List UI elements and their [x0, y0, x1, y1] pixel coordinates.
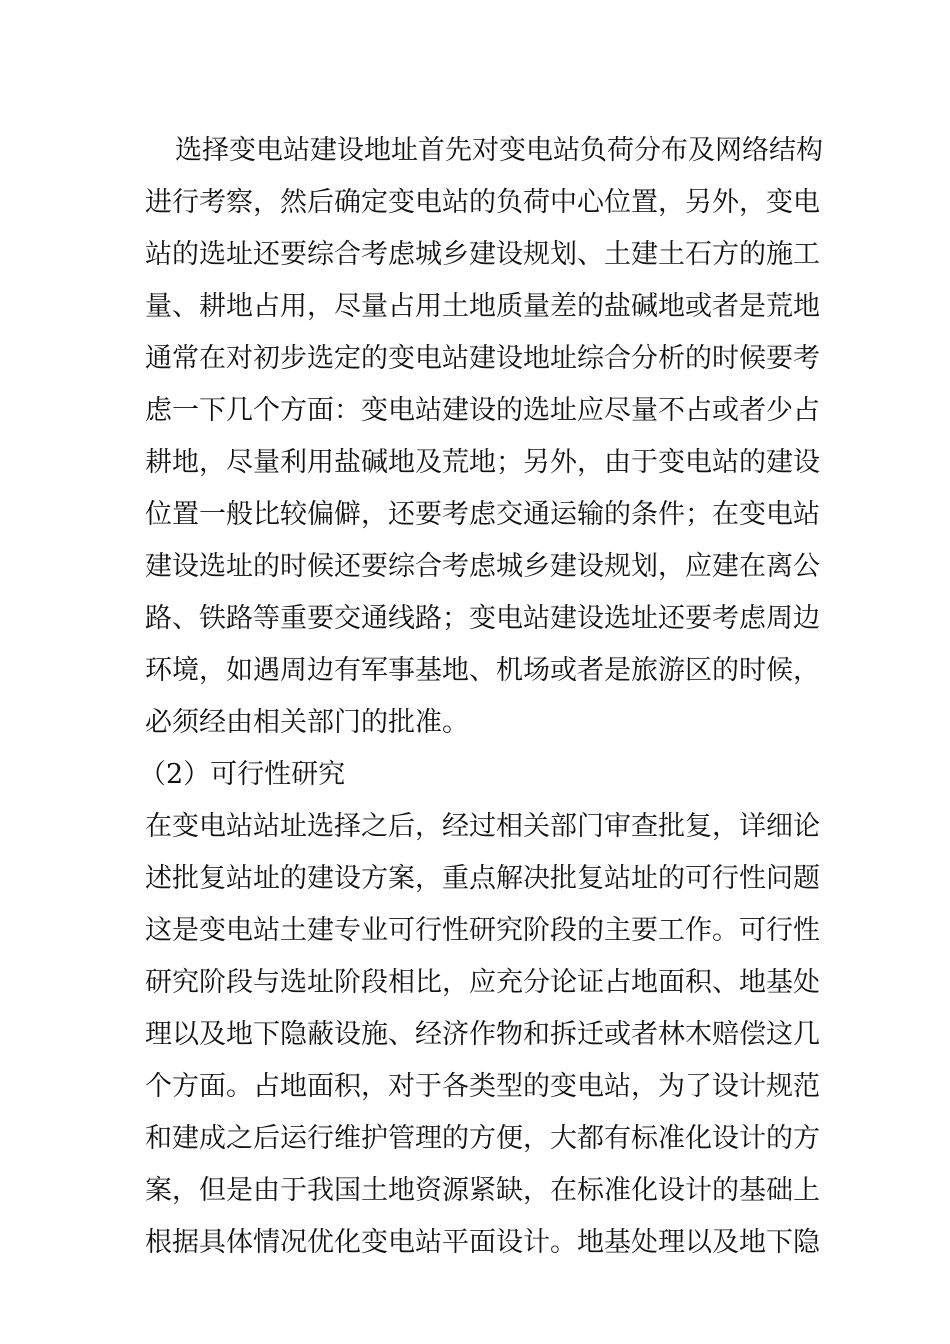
text-line: 在变电站站址选择之后，经过相关部门审查批复，详细论 [145, 811, 820, 842]
text-line: 根据具体情况优化变电站平面设计。地基处理以及地下隐 [145, 1227, 820, 1258]
text-line: 选择变电站建设地址首先对变电站负荷分布及网络结构 [175, 135, 823, 166]
text-line: 耕地，尽量利用盐碱地及荒地；另外，由于变电站的建设 [145, 447, 820, 478]
text-line: 进行考察，然后确定变电站的负荷中心位置，另外，变电 [145, 187, 820, 218]
text-line: 通常在对初步选定的变电站建设地址综合分析的时候要考 [145, 343, 820, 374]
text-line: 路、铁路等重要交通线路；变电站建设选址还要考虑周边 [145, 603, 820, 634]
text-line: 量、耕地占用，尽量占用土地质量差的盐碱地或者是荒地 [145, 291, 820, 322]
site-selection-paragraph [145, 125, 823, 749]
text-line: 研究阶段与选址阶段相比，应充分论证占地面积、地基处 [145, 967, 820, 998]
text-line: 案，但是由于我国土地资源紧缺，在标准化设计的基础上 [145, 1175, 820, 1206]
text-line: 和建成之后运行维护管理的方便，大都有标准化设计的方 [145, 1123, 820, 1154]
text-line: 这是变电站土建专业可行性研究阶段的主要工作。可行性 [145, 915, 820, 946]
text-line: 位置一般比较偏僻，还要考虑交通运输的条件；在变电站 [145, 499, 820, 530]
text-line: 环境，如遇周边有军事基地、机场或者是旅游区的时候， [145, 655, 820, 686]
text-line: 个方面。占地面积，对于各类型的变电站，为了设计规范 [145, 1071, 820, 1102]
text-line: 建设选址的时候还要综合考虑城乡建设规划，应建在离公 [145, 551, 820, 582]
section-heading: （2）可行性研究 [139, 759, 346, 790]
feasibility-study-paragraph [145, 801, 820, 1269]
text-line: 虑一下几个方面：变电站建设的选址应尽量不占或者少占 [145, 395, 820, 426]
text-line: 必须经由相关部门的批准。 [145, 707, 469, 738]
section-heading-block [139, 749, 810, 801]
text-line: 述批复站址的建设方案，重点解决批复站址的可行性问题 [145, 863, 820, 894]
text-line: 理以及地下隐蔽设施、经济作物和拆迁或者林木赔偿这几 [145, 1019, 820, 1050]
text-line: 站的选址还要综合考虑城乡建设规划、土建土石方的施工 [145, 239, 820, 270]
